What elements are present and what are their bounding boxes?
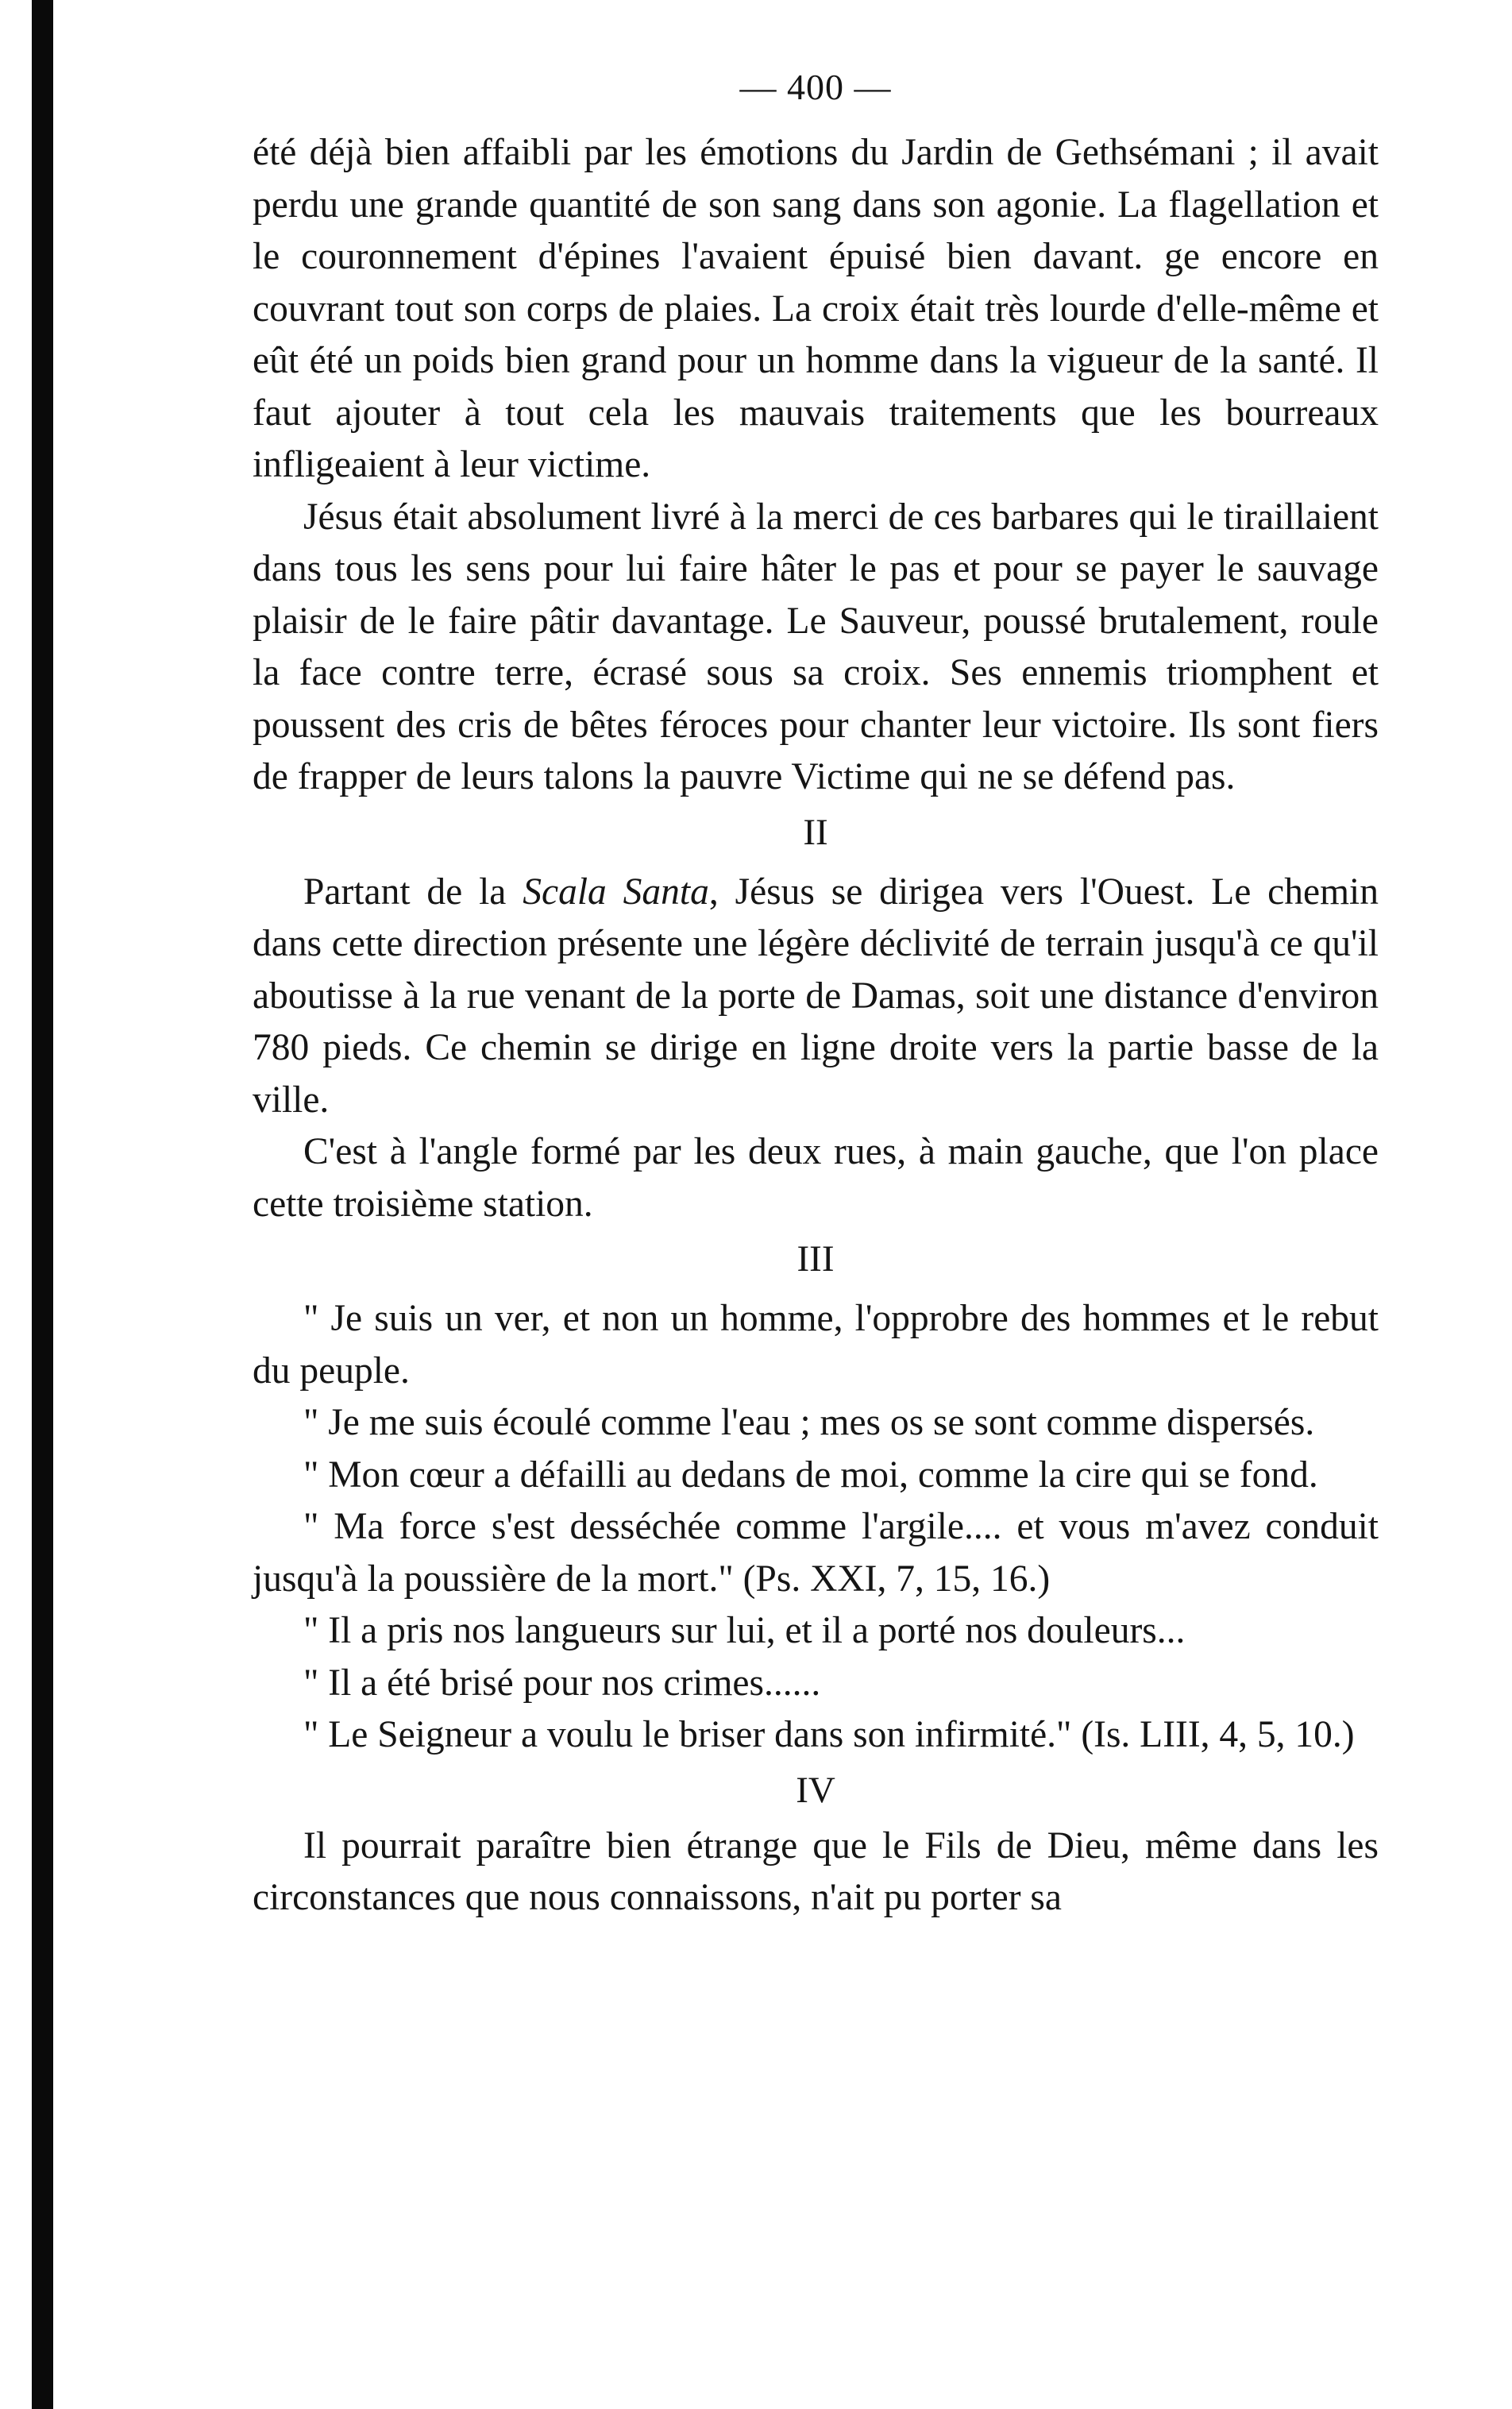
scala-santa-text-before: Partant de la — [303, 871, 523, 913]
quote-psalm-1: " Je suis un ver, et non un homme, l'opprobre des hommes et le rebut du peuple. — [253, 1298, 1379, 1392]
paragraph-troisieme-station: C'est à l'angle formé par les deux rues, à main gauche, que l'on place cette troisième station. — [253, 1131, 1379, 1225]
quote-psalm-4: " Ma force s'est desséchée comme l'argile.... et vous m'avez conduit jusqu'à la poussière de la mort." (Ps. XXI, 7, 15, 16.) — [253, 1506, 1379, 1600]
paragraph-fils-de-dieu: Il pourrait paraître bien étrange que le Fils de Dieu, même dans les circonstances que nous connaissons, n'ait pu porter sa — [253, 1824, 1379, 1918]
section-heading-ii: II — [803, 811, 828, 853]
paragraph-scala-santa — [253, 867, 1379, 1127]
quote-isaiah-3: " Le Seigneur a voulu le briser dans son infirmité." (Is. LIII, 4, 5, 10.) — [303, 1714, 1355, 1755]
opening-paragraph: été déjà bien affaibli par les émotions du Jardin de Gethsémani ; il avait perdu une grande quantité de son sang dans son agonie. La flagellation et le couronnement d'épines l'avaient épuisé bien davant. ge encore en couvrant tout son corps de plaies. La croix était très lourde d'elle-même et eût été un poids bien grand pour un homme dans la vigueur de la santé. Il faut ajouter à tout cela les mauvais traitements que les bourreaux infligeaient à leur victime. — [253, 132, 1379, 485]
scala-santa-text-after: , Jésus se dirigea vers l'Ouest. Le chemin dans cette direction présente une légère déclivité de terrain jusqu'à ce qu'il aboutisse à la rue venant de la porte de Damas, soit une distance d'environ 780 pieds. Ce chemin se dirige en ligne droite vers la partie basse de la ville. — [253, 871, 1379, 1121]
scala-santa-italic: Scala Santa — [523, 871, 709, 913]
quote-psalm-3: " Mon cœur a défailli au dedans de moi, comme la cire qui se fond. — [303, 1454, 1318, 1496]
quote-isaiah-1: " Il a pris nos langueurs sur lui, et il a porté nos douleurs... — [303, 1610, 1186, 1651]
paragraph-jesus-livre: Jésus était absolument livré à la merci de ces barbares qui le tiraillaient dans tous les sens pour lui faire hâter le pas et pour se payer le sauvage plaisir de le faire pâtir davantage. Le Sauveur, poussé brutalement, roule la face contre terre, écrasé sous sa croix. Ses ennemis triomphent et poussent des cris de bêtes féroces pour chanter leur victoire. Ils sont fiers de frapper de leurs talons la pauvre Victime qui ne se défend pas. — [253, 496, 1379, 797]
book-page — [253, 48, 1379, 2383]
quote-isaiah-2: " Il a été brisé pour nos crimes...... — [303, 1662, 821, 1704]
section-heading-iv: IV — [796, 1769, 835, 1811]
section-heading-iii: III — [796, 1238, 835, 1280]
binding-edge — [32, 0, 53, 2409]
quote-psalm-2: " Je me suis écoulé comme l'eau ; mes os se sont comme dispersés. — [303, 1402, 1315, 1443]
page-body — [253, 127, 1379, 1924]
page-number: — 400 — — [739, 67, 892, 107]
